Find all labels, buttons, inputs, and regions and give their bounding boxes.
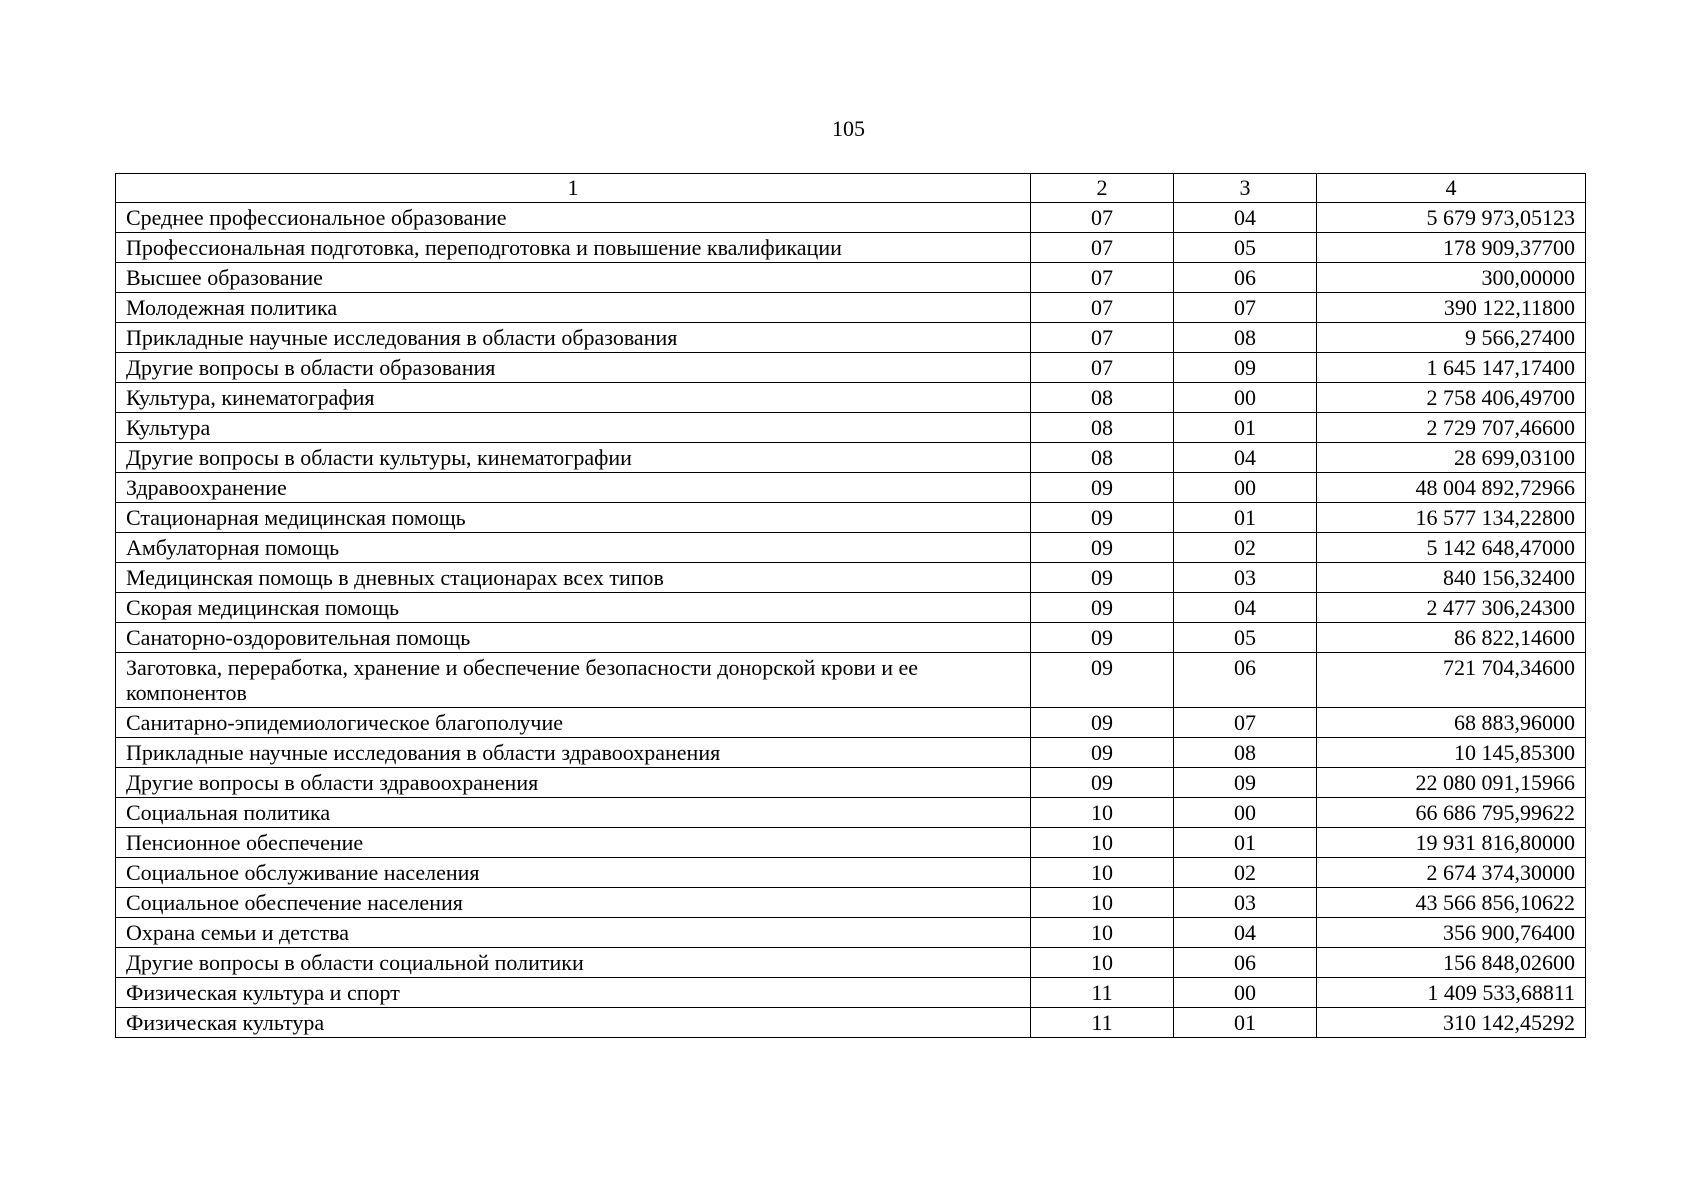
table-row: [116, 533, 1586, 563]
row-name: Санитарно-эпидемиологическое благополучие: [116, 708, 1031, 738]
row-section-code: 08: [1031, 443, 1174, 473]
row-subsection-code: 01: [1174, 413, 1317, 443]
row-subsection-code: 02: [1174, 858, 1317, 888]
column-header-1: 1: [116, 174, 1031, 203]
row-section-code: 08: [1031, 413, 1174, 443]
row-section-code: 09: [1031, 708, 1174, 738]
row-section-code: 09: [1031, 533, 1174, 563]
table-row: [116, 323, 1586, 353]
table-header: [116, 174, 1586, 203]
row-subsection-code: 02: [1174, 533, 1317, 563]
row-name: Социальная политика: [116, 798, 1031, 828]
row-amount: 310 142,45292: [1317, 1008, 1586, 1038]
row-name: Прикладные научные исследования в области здравоохранения: [116, 738, 1031, 768]
row-amount: 178 909,37700: [1317, 233, 1586, 263]
row-subsection-code: 06: [1174, 948, 1317, 978]
row-subsection-code: 08: [1174, 323, 1317, 353]
row-amount: 66 686 795,99622: [1317, 798, 1586, 828]
table-row: [116, 1008, 1586, 1038]
row-section-code: 09: [1031, 768, 1174, 798]
row-amount: 356 900,76400: [1317, 918, 1586, 948]
row-subsection-code: 00: [1174, 798, 1317, 828]
row-subsection-code: 07: [1174, 293, 1317, 323]
table-row: [116, 383, 1586, 413]
row-amount: 300,00000: [1317, 263, 1586, 293]
table-body: [116, 203, 1586, 1038]
row-amount: 43 566 856,10622: [1317, 888, 1586, 918]
row-name: Заготовка, переработка, хранение и обеспечение безопасности донорской крови и ее компонентов: [116, 653, 1031, 708]
row-subsection-code: 01: [1174, 503, 1317, 533]
table-row: [116, 503, 1586, 533]
row-section-code: 10: [1031, 858, 1174, 888]
row-amount: 10 145,85300: [1317, 738, 1586, 768]
table-row: [116, 593, 1586, 623]
row-name: Социальное обеспечение населения: [116, 888, 1031, 918]
row-name: Культура: [116, 413, 1031, 443]
row-name: Профессиональная подготовка, переподготовка и повышение квалификации: [116, 233, 1031, 263]
row-name: Физическая культура и спорт: [116, 978, 1031, 1008]
row-name: Санаторно-оздоровительная помощь: [116, 623, 1031, 653]
row-subsection-code: 03: [1174, 888, 1317, 918]
row-name: Скорая медицинская помощь: [116, 593, 1031, 623]
row-amount: 840 156,32400: [1317, 563, 1586, 593]
row-name: Охрана семьи и детства: [116, 918, 1031, 948]
row-name: Другие вопросы в области социальной политики: [116, 948, 1031, 978]
row-section-code: 10: [1031, 948, 1174, 978]
row-amount: 16 577 134,22800: [1317, 503, 1586, 533]
row-amount: 721 704,34600: [1317, 653, 1586, 708]
row-section-code: 09: [1031, 623, 1174, 653]
table-row: [116, 798, 1586, 828]
row-section-code: 10: [1031, 918, 1174, 948]
row-subsection-code: 00: [1174, 978, 1317, 1008]
row-subsection-code: 01: [1174, 828, 1317, 858]
row-amount: 28 699,03100: [1317, 443, 1586, 473]
table-row: [116, 858, 1586, 888]
row-amount: 1 409 533,68811: [1317, 978, 1586, 1008]
row-section-code: 07: [1031, 233, 1174, 263]
row-amount: 48 004 892,72966: [1317, 473, 1586, 503]
table-row: [116, 203, 1586, 233]
table-row: [116, 413, 1586, 443]
row-name: Другие вопросы в области образования: [116, 353, 1031, 383]
table-row: [116, 828, 1586, 858]
header-row: [116, 174, 1586, 203]
row-amount: 9 566,27400: [1317, 323, 1586, 353]
row-section-code: 09: [1031, 653, 1174, 708]
row-name: Другие вопросы в области здравоохранения: [116, 768, 1031, 798]
row-name: Прикладные научные исследования в области образования: [116, 323, 1031, 353]
row-subsection-code: 07: [1174, 708, 1317, 738]
row-amount: 68 883,96000: [1317, 708, 1586, 738]
row-name: Пенсионное обеспечение: [116, 828, 1031, 858]
table-row: [116, 708, 1586, 738]
row-section-code: 10: [1031, 888, 1174, 918]
row-section-code: 10: [1031, 828, 1174, 858]
row-section-code: 09: [1031, 738, 1174, 768]
row-section-code: 09: [1031, 473, 1174, 503]
row-amount: 390 122,11800: [1317, 293, 1586, 323]
row-section-code: 10: [1031, 798, 1174, 828]
row-section-code: 09: [1031, 593, 1174, 623]
row-subsection-code: 04: [1174, 443, 1317, 473]
row-section-code: 07: [1031, 293, 1174, 323]
table-row: [116, 353, 1586, 383]
row-subsection-code: 04: [1174, 203, 1317, 233]
row-amount: 5 679 973,05123: [1317, 203, 1586, 233]
row-section-code: 07: [1031, 203, 1174, 233]
row-subsection-code: 03: [1174, 563, 1317, 593]
row-subsection-code: 09: [1174, 353, 1317, 383]
row-subsection-code: 09: [1174, 768, 1317, 798]
row-subsection-code: 00: [1174, 383, 1317, 413]
row-subsection-code: 01: [1174, 1008, 1317, 1038]
column-header-3: 3: [1174, 174, 1317, 203]
row-subsection-code: 04: [1174, 593, 1317, 623]
row-section-code: 08: [1031, 383, 1174, 413]
table-row: [116, 653, 1586, 708]
row-amount: 2 674 374,30000: [1317, 858, 1586, 888]
row-section-code: 07: [1031, 263, 1174, 293]
row-amount: 19 931 816,80000: [1317, 828, 1586, 858]
row-name: Высшее образование: [116, 263, 1031, 293]
row-name: Амбулаторная помощь: [116, 533, 1031, 563]
row-section-code: 09: [1031, 563, 1174, 593]
table-row: [116, 443, 1586, 473]
row-amount: 86 822,14600: [1317, 623, 1586, 653]
row-name: Медицинская помощь в дневных стационарах всех типов: [116, 563, 1031, 593]
row-name: Молодежная политика: [116, 293, 1031, 323]
row-subsection-code: 06: [1174, 653, 1317, 708]
table-row: [116, 888, 1586, 918]
row-amount: 22 080 091,15966: [1317, 768, 1586, 798]
row-subsection-code: 06: [1174, 263, 1317, 293]
column-header-2: 2: [1031, 174, 1174, 203]
row-section-code: 07: [1031, 323, 1174, 353]
row-amount: 2 729 707,46600: [1317, 413, 1586, 443]
table-row: [116, 293, 1586, 323]
table-row: [116, 948, 1586, 978]
row-section-code: 09: [1031, 503, 1174, 533]
row-subsection-code: 04: [1174, 918, 1317, 948]
table-row: [116, 978, 1586, 1008]
row-section-code: 11: [1031, 978, 1174, 1008]
row-amount: 5 142 648,47000: [1317, 533, 1586, 563]
row-subsection-code: 05: [1174, 623, 1317, 653]
table-row: [116, 563, 1586, 593]
page-number: 105: [832, 116, 865, 141]
row-amount: 1 645 147,17400: [1317, 353, 1586, 383]
row-subsection-code: 08: [1174, 738, 1317, 768]
row-section-code: 07: [1031, 353, 1174, 383]
row-amount: 2 758 406,49700: [1317, 383, 1586, 413]
table-row: [116, 623, 1586, 653]
row-name: Культура, кинематография: [116, 383, 1031, 413]
table-row: [116, 738, 1586, 768]
row-name: Социальное обслуживание населения: [116, 858, 1031, 888]
table-row: [116, 233, 1586, 263]
row-name: Другие вопросы в области культуры, кинематографии: [116, 443, 1031, 473]
budget-table: [115, 173, 1586, 1038]
row-amount: 156 848,02600: [1317, 948, 1586, 978]
table-row: [116, 473, 1586, 503]
row-name: Здравоохранение: [116, 473, 1031, 503]
table-row: [116, 768, 1586, 798]
row-name: Физическая культура: [116, 1008, 1031, 1038]
table-row: [116, 918, 1586, 948]
table-row: [116, 263, 1586, 293]
row-subsection-code: 00: [1174, 473, 1317, 503]
row-subsection-code: 05: [1174, 233, 1317, 263]
row-amount: 2 477 306,24300: [1317, 593, 1586, 623]
row-name: Стационарная медицинская помощь: [116, 503, 1031, 533]
row-section-code: 11: [1031, 1008, 1174, 1038]
column-header-4: 4: [1317, 174, 1586, 203]
row-name: Среднее профессиональное образование: [116, 203, 1031, 233]
